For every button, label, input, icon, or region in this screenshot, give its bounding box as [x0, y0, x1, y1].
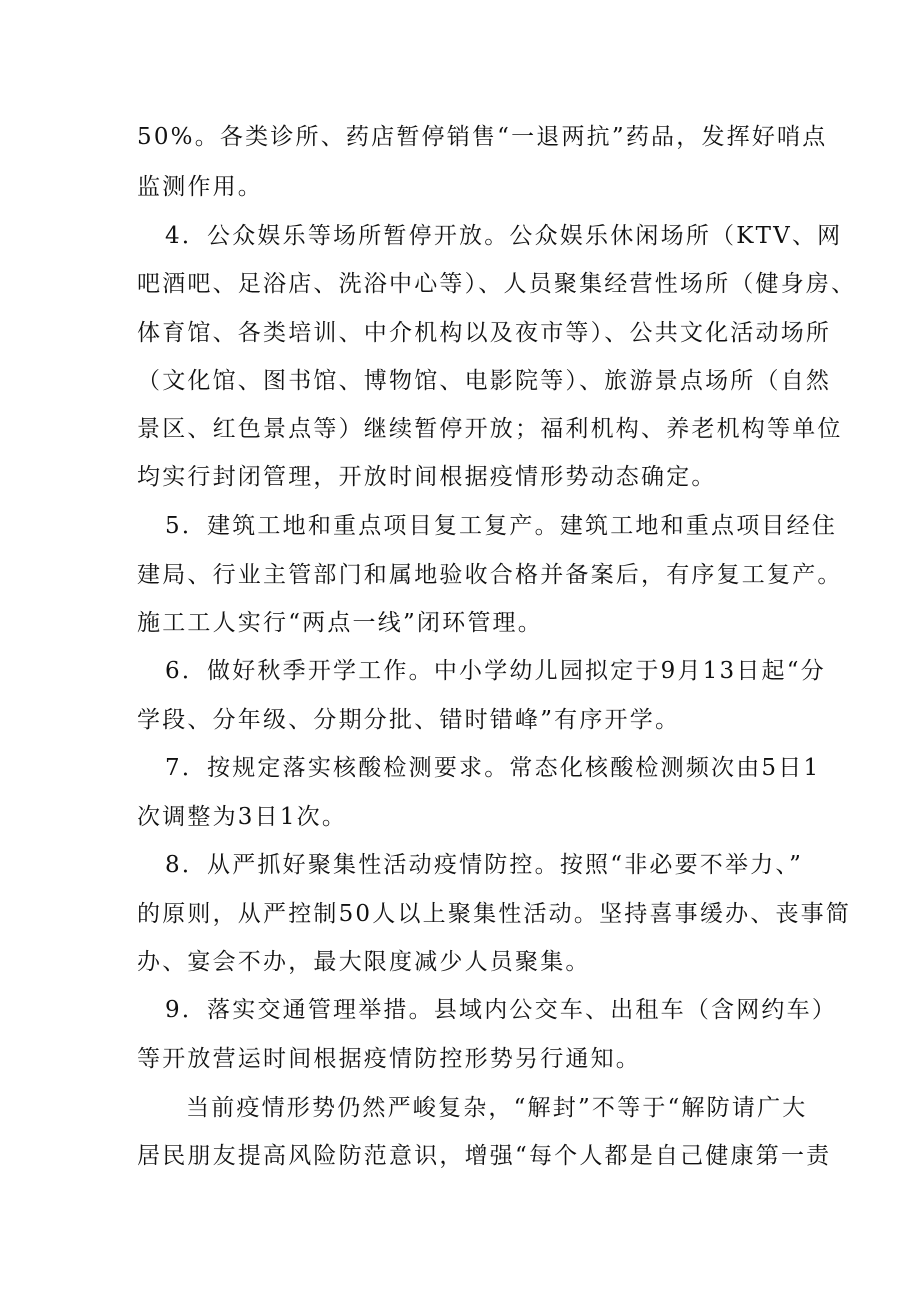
paragraph-9-start: 9．落实交通管理举措。县域内公交车、出租车（含网约车）: [165, 997, 838, 1023]
text-line: 办、宴会不办，最大限度减少人员聚集。: [137, 949, 591, 975]
text-line: 均实行封闭管理，开放时间根据疫情形势动态确定。: [137, 464, 717, 490]
text-line: 体育馆、各类培训、中介机构以及夜市等）、公共文化活动场所: [137, 320, 832, 346]
paragraph-8-start: 8．从严抓好聚集性活动疫情防控。按照“非必要不举力、”: [165, 852, 804, 878]
text-line: 施工工人实行“两点一线”闭环管理。: [137, 610, 543, 636]
text-line: （文化馆、图书馆、博物馆、电影院等）、旅游景点场所（自然: [137, 368, 832, 394]
text-line: 景区、红色景点等）继续暂停开放；福利机构、养老机构等单位: [137, 416, 843, 442]
text-line: 等开放营运时间根据疫情防控形势另行通知。: [137, 1046, 641, 1072]
text-line: 吧酒吧、足浴店、洗浴中心等）、人员聚集经营性场所（健身房、: [137, 271, 857, 297]
paragraph-6-start: 6．做好秋季开学工作。中小学幼儿园拟定于9月13日起“分: [165, 658, 826, 684]
text-line: 监测作用。: [137, 174, 263, 200]
paragraph-5-start: 5．建筑工地和重点项目复工复产。建筑工地和重点项目经住: [165, 513, 838, 539]
paragraph-4-start: 4．公众娱乐等场所暂停开放。公众娱乐休闲场所（KTV、网: [165, 223, 843, 249]
paragraph-7-start: 7．按规定落实核酸检测要求。常态化核酸检测频次由5日1: [165, 755, 821, 781]
text-line: 建局、行业主管部门和属地验收合格并备案后，有序复工复产。: [137, 562, 843, 588]
text-line: 50%。各类诊所、药店暂停销售“一退两抗”药品，发挥好哨点: [137, 124, 828, 150]
text-line: 次调整为3日1次。: [137, 804, 348, 830]
text-line: 居民朋友提高风险防范意识，增强“每个人都是自己健康第一责: [137, 1143, 832, 1169]
paragraph-closing-start: 当前疫情形势仍然严峻复杂，“解封”不等于“解防请广大: [186, 1095, 808, 1121]
text-line: 的原则，从严控制50人以上聚集性活动。坚持喜事缓办、丧事简: [137, 901, 852, 927]
text-line: 学段、分年级、分期分批、错时错峰”有序开学。: [137, 707, 681, 733]
